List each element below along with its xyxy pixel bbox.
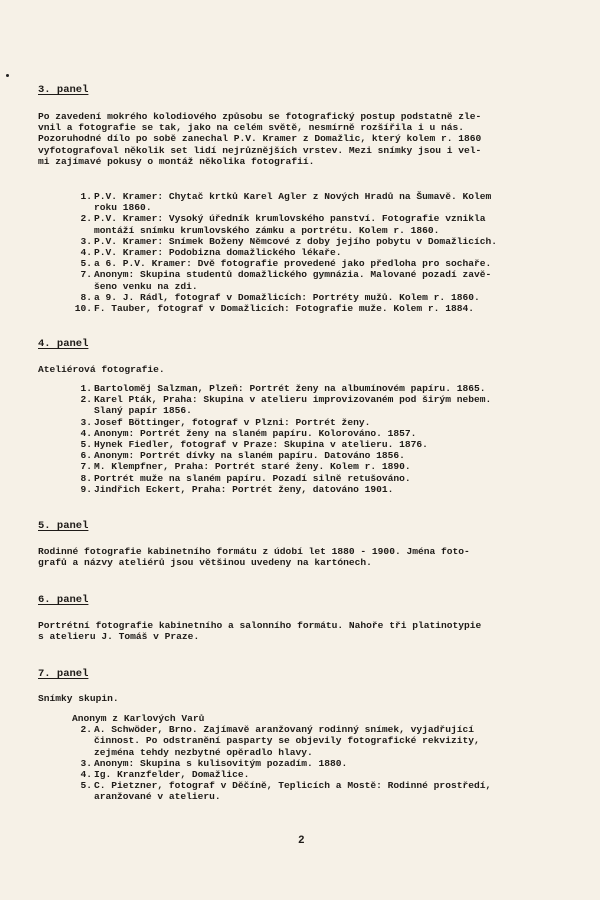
panel-3-list [72, 191, 572, 314]
item-number: 4. [80, 427, 92, 439]
panel-4-intro: Ateliérová fotografie. [38, 364, 165, 375]
list-item [72, 292, 572, 303]
list-item [72, 394, 572, 416]
item-text: Portrét muže na slaném papíru. Pozadí silně retušováno. [94, 472, 411, 484]
item-number: 3. [80, 235, 92, 247]
item-number: 8. [80, 291, 92, 303]
list-item [72, 439, 572, 450]
item-text: P.V. Kramer: Chytač krtků Karel Agler z Nových Hradů na Šumavě. Kolem roku 1860. [94, 191, 492, 214]
panel-7-heading: 7. panel [38, 668, 89, 680]
item-number: 3. [80, 757, 92, 769]
item-text: F. Tauber, fotograf v Domažlicích: Fotografie muže. Kolem r. 1884. [94, 303, 474, 315]
item-number: 1. [80, 383, 92, 394]
item-number: 5. [80, 780, 92, 792]
item-text: Karel Pták, Praha: Skupina v atelieru improvizovaném pod širým nebem. Slaný papír 1856. [94, 394, 492, 417]
list-item [72, 780, 572, 802]
item-number: 4. [80, 769, 92, 781]
list-item [72, 191, 572, 213]
list-item [72, 758, 572, 769]
item-text: P.V. Kramer: Vysoký úředník krumlovského panství. Fotografie vznikla montáží snímku krumlovského zámku a portrétu. Kolem r. 1860. [94, 213, 486, 236]
item-text: Jindřich Eckert, Praha: Portrét ženy, datováno 1901. [94, 483, 394, 495]
list-item [72, 303, 572, 314]
panel-6-heading: 6. panel [38, 594, 89, 606]
panel-7-list [72, 713, 572, 803]
list-item [72, 724, 572, 758]
item-number: 3. [80, 416, 92, 428]
list-item [72, 383, 572, 394]
item-text: Anonym: Skupina s kulisovitým pozadím. 1880. [94, 757, 348, 769]
panel-3-intro: Po zavedení mokrého kolodiového způsobu se fotografický postup podstatně zle- vnil a fotografie se tak, jako na celém světě, nesmírně rozšířila i u nás. Pozoruhodné dílo po sobě zanechal P.V. Kramer z Domažlic, který kolem r. 1860 vyfotografoval několik set lidí nejrůznějších vrstev. Mezi snímky jsou i vel- mi zajímavé pokusy o montáž několika fotografií. [38, 111, 482, 167]
item-number: 7. [80, 461, 92, 473]
list-item [72, 713, 572, 724]
list-item [72, 769, 572, 780]
item-number: 2. [80, 213, 92, 225]
item-number: 5. [80, 439, 92, 451]
item-number: 4. [80, 247, 92, 259]
panel-7-intro: Snímky skupin. [38, 693, 119, 704]
item-text: Anonym: Portrét ženy na slaném papíru. Kolorováno. 1857. [94, 427, 417, 439]
list-item [72, 247, 572, 258]
item-number: 6. [80, 450, 92, 462]
item-text: Bartoloměj Salzman, Plzeň: Portrét ženy na albumínovém papíru. 1865. [94, 383, 486, 394]
panel-3-heading: 3. panel [38, 84, 89, 96]
panel-6-intro: Portrétní fotografie kabinetního a salonního formátu. Nahoře tři platinotypie s atelieru J. Tomáš v Praze. [38, 620, 482, 643]
panel-4-list [72, 383, 572, 495]
list-item [72, 484, 572, 495]
panel-5-heading: 5. panel [38, 520, 89, 532]
item-number: 2. [80, 724, 92, 736]
margin-dot [6, 74, 9, 77]
list-item [72, 269, 572, 291]
list-item [72, 473, 572, 484]
item-text: C. Pietzner, fotograf v Děčíně, Teplicích a Mostě: Rodinné prostředí, aranžované v atelieru. [94, 780, 492, 803]
item-number: 10. [74, 303, 92, 315]
panel-5-intro: Rodinné fotografie kabinetního formátu z údobí let 1880 - 1900. Jména foto- grafů a názvy ateliérů jsou většinou uvedeny na kartónech. [38, 546, 470, 569]
item-text: Anonym z Karlových Varů [72, 713, 205, 724]
list-item [72, 213, 572, 235]
item-text: P.V. Kramer: Snímek Boženy Němcové z doby jejího pobytu v Domažlicích. [94, 235, 498, 247]
list-item [72, 236, 572, 247]
item-text: a 9. J. Rádl, fotograf v Domažlicích: Portréty mužů. Kolem r. 1860. [94, 291, 480, 303]
list-item [72, 428, 572, 439]
item-text: Anonym: Skupina studentů domažlického gymnázia. Malované pozadí zavě- šeno venku na zdi. [94, 269, 492, 292]
item-text: Ig. Kranzfelder, Domažlice. [94, 769, 250, 781]
item-number: 7. [80, 269, 92, 281]
list-item [72, 450, 572, 461]
item-text: P.V. Kramer: Podobizna domažlického lékaře. [94, 247, 342, 259]
item-number: 2. [80, 394, 92, 406]
item-text: Anonym: Portrét dívky na slaném papíru. Datováno 1856. [94, 450, 405, 462]
list-item [72, 417, 572, 428]
item-text: M. Klempfner, Praha: Portrét staré ženy. Kolem r. 1890. [94, 461, 411, 473]
item-text: Hynek Fiedler, fotograf v Praze: Skupina v atelieru. 1876. [94, 439, 428, 451]
item-number: 5. [80, 258, 92, 270]
item-text: a 6. P.V. Kramer: Dvě fotografie provedené jako předloha pro sochaře. [94, 258, 492, 270]
item-text: Josef Böttinger, fotograf v Plzni: Portrét ženy. [94, 416, 371, 428]
list-item [72, 258, 572, 269]
item-number: 8. [80, 472, 92, 484]
item-number: 9. [80, 483, 92, 495]
item-text: A. Schwöder, Brno. Zajímavě aranžovaný rodinný snímek, vyjadřující činnost. Po odstranění pasparty se objevily fotografické rekvizity, zejména tehdy nezbytné opěradlo hlavy. [94, 724, 480, 758]
item-number: 1. [80, 191, 92, 202]
list-item [72, 461, 572, 472]
page-number: 2 [298, 835, 305, 847]
panel-4-heading: 4. panel [38, 338, 89, 350]
